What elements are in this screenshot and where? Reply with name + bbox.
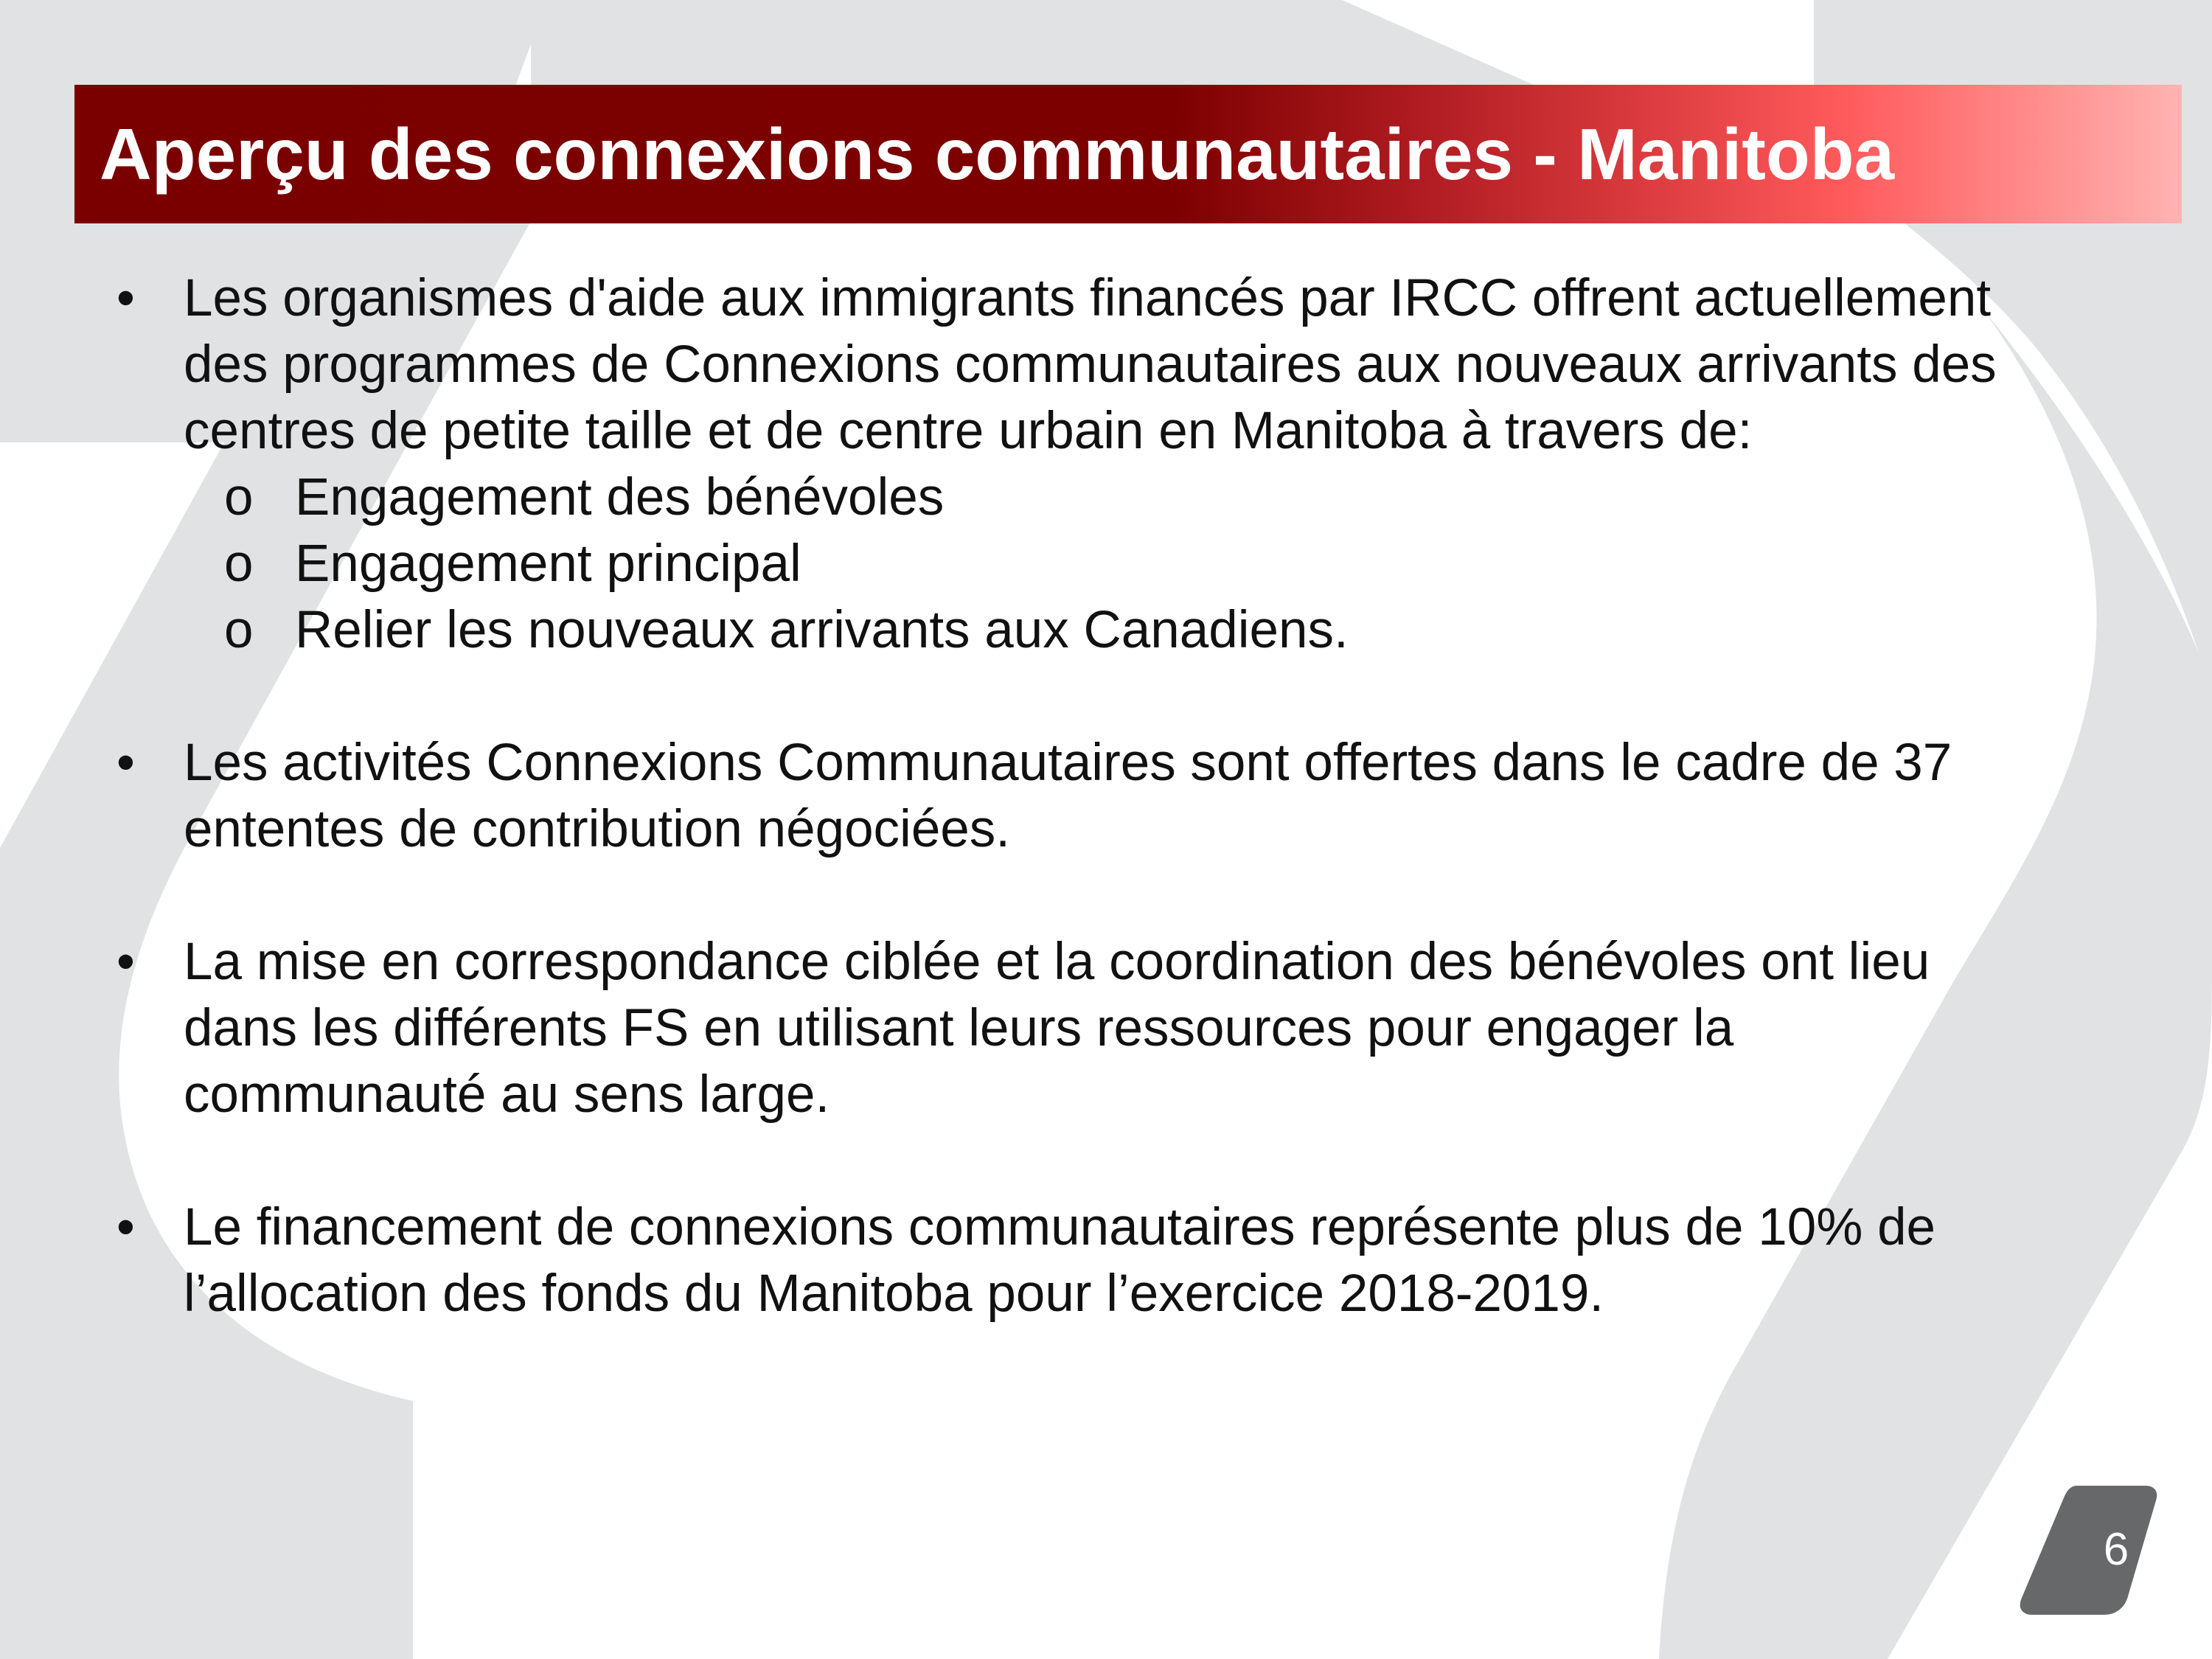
sub-bullet-item bbox=[184, 531, 2028, 597]
page-number: 6 bbox=[2103, 1524, 2129, 1575]
bullet-icon: • bbox=[116, 734, 135, 792]
sub-bullet-icon: o bbox=[224, 535, 254, 593]
bullet-icon: • bbox=[116, 933, 135, 991]
bullet-text: Le financement de connexions communautaires représente plus de 10% de l’allocation des fonds du Manitoba pour l’exercice 2018-2019. bbox=[184, 1198, 1936, 1323]
title-banner bbox=[74, 85, 2182, 223]
sub-bullet-list bbox=[184, 465, 2028, 664]
bullet-text: Les activités Connexions Communautaires sont offertes dans le cadre de 37 ententes de contribution négociées. bbox=[184, 734, 1952, 858]
bullet-item bbox=[111, 730, 2028, 863]
sub-bullet-text: Engagement principal bbox=[295, 535, 801, 593]
sub-bullet-item bbox=[184, 597, 2028, 664]
sub-bullet-icon: o bbox=[224, 468, 254, 526]
bullet-text: Les organismes d'aide aux immigrants financés par IRCC offrent actuellement des programmes de Connexions communautaires aux nouveaux arrivants des centres de petite taille et de centre urbain en Manitoba à travers de: bbox=[184, 269, 1997, 460]
sub-bullet-text: Engagement des bénévoles bbox=[295, 468, 945, 526]
bullet-item bbox=[111, 1194, 2028, 1327]
sub-bullet-text: Relier les nouveaux arrivants aux Canadiens. bbox=[295, 601, 1349, 659]
bullet-icon: • bbox=[116, 269, 135, 327]
sub-bullet-icon: o bbox=[224, 601, 254, 659]
slide-title: Aperçu des connexions communautaires - Manitoba bbox=[100, 114, 1895, 195]
slide-content bbox=[111, 265, 2028, 1394]
bullet-item bbox=[111, 265, 2028, 664]
sub-bullet-item bbox=[184, 465, 2028, 531]
bullet-icon: • bbox=[116, 1198, 135, 1256]
bullet-text: La mise en correspondance ciblée et la coordination des bénévoles ont lieu dans les différents FS en utilisant leurs ressources pour engager la communauté au sens large. bbox=[184, 933, 1930, 1124]
bullet-item bbox=[111, 929, 2028, 1128]
